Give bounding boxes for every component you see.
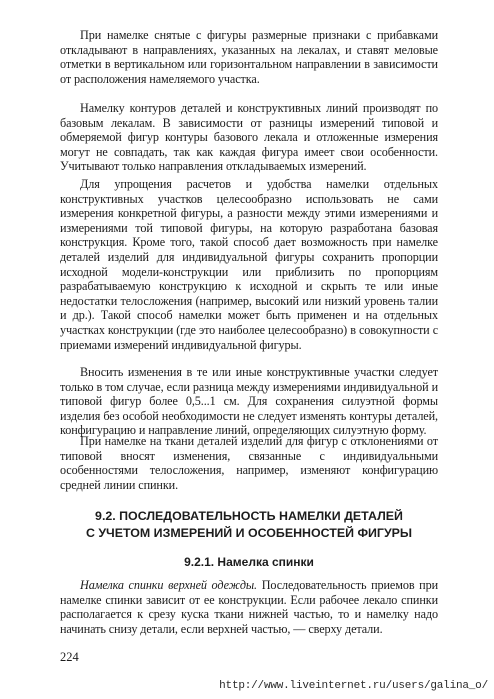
paragraph-6-run-in: Намелка спинки верхней одежды. (80, 578, 258, 592)
paragraph-5: При намелке на ткани деталей изделий для фигур с отклонениями от типовой вносят изменения, связанные с индивидуальными особенностями телосложения, например, изменяют конфигурацию средней линии спинки. (60, 434, 438, 492)
subsection-heading: 9.2.1. Намелка спинки (184, 555, 314, 569)
page-number: 224 (60, 650, 79, 664)
paragraph-6 (60, 578, 438, 636)
paragraph-2: Намелку контуров деталей и конструктивных линий производят по базовым лекалам. В зависимости от разницы измерений типовой и обмеряемой фигур контуры базового лекала и отложенные измерения могут не совпадать, так как каждая фигура имеет свои особенности. Учитывают только направления откладываемых измерений. (60, 101, 438, 174)
paragraph-3: Для упрощения расчетов и удобства намелки отдельных конструктивных участков целесообразно использовать не сами измерения конкретной фигуры, а разности между этими измерениями и измерениями той типовой фигуры, на которую разработана базовая конструкция. Кроме того, такой способ дает возможность при намелке деталей изделий для индивидуальной фигуры сохранить пропорции исходной модели-конструкции или приблизить по пропорциям разрабатываемую конструкцию к исходной и скрыть те или иные недостатки телосложения (например, высокий или низкий уровень талии и др.). Такой способ намелки может быть применен и на отдельных участках конструкции (где это наиболее целесообразно) в совокупности с приемами измерений индивидуальной фигуры. (60, 177, 438, 352)
section-heading (60, 508, 438, 542)
section-heading-line-2: С УЧЕТОМ ИЗМЕРЕНИЙ И ОСОБЕННОСТЕЙ ФИГУРЫ (85, 526, 413, 540)
paragraph-4: Вносить изменения в те или иные конструктивные участки следует только в том случае, если разница между измерениями индивидуальной и типовой фигур более 0,5...1 см. Для сохранения силуэтной формы изделия без особой необходимости не следует изменять контуры деталей, конфигурацию и направление линий, определяющих силуэтную форму. (60, 365, 438, 438)
paragraph-6-text: Последовательность приемов при намелке спинки зависит от ее конструкции. Если рабочее лекало спинки располагается к срезу куска ткани нижней частью, то и намелку надо начинать снизу детали, если верхней частью, — сверху детали. (60, 578, 438, 636)
watermark-url: http://www.liveinternet.ru/users/galina_o/ (219, 680, 488, 692)
section-heading-line-1: 9.2. ПОСЛЕДОВАТЕЛЬНОСТЬ НАМЕЛКИ ДЕТАЛЕЙ (95, 509, 403, 523)
paragraph-1: При намелке снятые с фигуры размерные признаки с прибавками откладывают в направлениях, указанных на лекалах, и ставят меловые отметки в вертикальном или горизонтальном направлении в зависимости от расположения намеляемого участка. (60, 28, 438, 86)
